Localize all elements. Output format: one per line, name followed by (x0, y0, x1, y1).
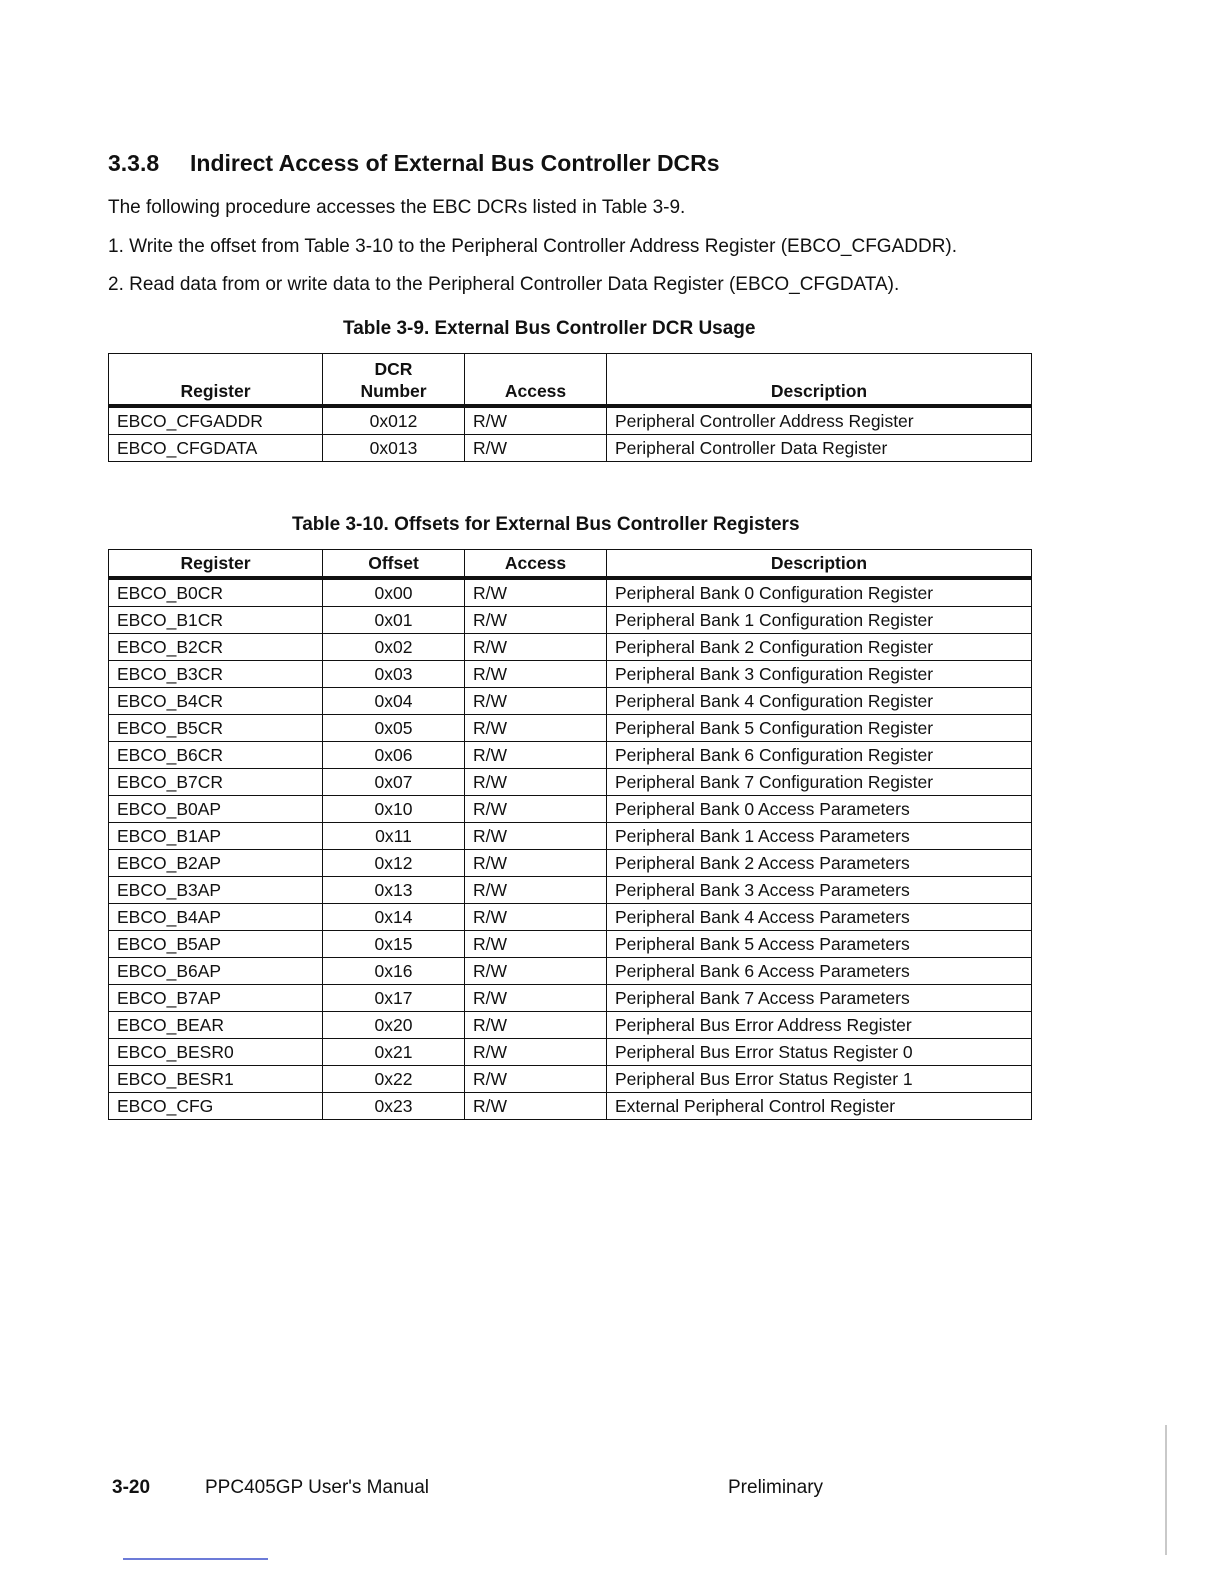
cell-register: EBCO_B0AP (109, 796, 323, 823)
table-row (109, 823, 1032, 850)
column-header-access: Access (465, 354, 607, 407)
cell-description: Peripheral Bank 7 Access Parameters (607, 985, 1032, 1012)
cell-access: R/W (465, 769, 607, 796)
cell-register: EBCO_B6AP (109, 958, 323, 985)
cell-access: R/W (465, 1012, 607, 1039)
cell-register: EBCO_BESR1 (109, 1066, 323, 1093)
cell-description: Peripheral Controller Address Register (607, 406, 1032, 435)
cell-access: R/W (465, 1039, 607, 1066)
cell-register: EBCO_CFG (109, 1093, 323, 1120)
column-header-description: Description (607, 354, 1032, 407)
manual-title: PPC405GP User's Manual (205, 1477, 429, 1498)
cell-offset: 0x21 (323, 1039, 465, 1066)
cell-register: EBCO_B7AP (109, 985, 323, 1012)
cell-description: Peripheral Bank 0 Access Parameters (607, 796, 1032, 823)
cell-description: Peripheral Bus Error Status Register 1 (607, 1066, 1032, 1093)
section-heading (108, 150, 720, 177)
cell-access: R/W (465, 850, 607, 877)
intro-paragraph: The following procedure accesses the EBC DCRs listed in Table 3-9. (108, 197, 686, 218)
cell-access: R/W (465, 661, 607, 688)
cell-register: EBCO_B1CR (109, 607, 323, 634)
bottom-rule (123, 1558, 268, 1560)
cell-offset: 0x11 (323, 823, 465, 850)
table-row (109, 607, 1032, 634)
cell-access: R/W (465, 406, 607, 435)
cell-description: Peripheral Bank 7 Configuration Register (607, 769, 1032, 796)
cell-access: R/W (465, 823, 607, 850)
table-row (109, 435, 1032, 462)
document-status: Preliminary (728, 1477, 824, 1498)
cell-offset: 0x15 (323, 931, 465, 958)
cell-offset: 0x14 (323, 904, 465, 931)
column-header-dcr-number: DCR Number (323, 354, 465, 407)
cell-description: Peripheral Bank 2 Configuration Register (607, 634, 1032, 661)
column-header-description: Description (607, 550, 1032, 579)
cell-register: EBCO_B2AP (109, 850, 323, 877)
table-header-row (109, 550, 1032, 579)
cell-register: EBCO_B4CR (109, 688, 323, 715)
table-3-9-caption: Table 3-9. External Bus Controller DCR Usage (343, 318, 756, 339)
cell-offset: 0x05 (323, 715, 465, 742)
cell-description: Peripheral Bank 6 Access Parameters (607, 958, 1032, 985)
table-row (109, 904, 1032, 931)
cell-description: Peripheral Bank 0 Configuration Register (607, 578, 1032, 607)
cell-description: Peripheral Bank 3 Access Parameters (607, 877, 1032, 904)
table-row (109, 1039, 1032, 1066)
cell-offset: 0x03 (323, 661, 465, 688)
table-header-row (109, 354, 1032, 407)
cell-offset: 0x06 (323, 742, 465, 769)
cell-description: Peripheral Bank 1 Access Parameters (607, 823, 1032, 850)
cell-description: Peripheral Bank 2 Access Parameters (607, 850, 1032, 877)
cell-access: R/W (465, 1066, 607, 1093)
cell-offset: 0x13 (323, 877, 465, 904)
table-row (109, 715, 1032, 742)
cell-description: Peripheral Bank 6 Configuration Register (607, 742, 1032, 769)
section-number: 3.3.8 (108, 150, 160, 176)
cell-offset: 0x16 (323, 958, 465, 985)
cell-description: Peripheral Bank 5 Access Parameters (607, 931, 1032, 958)
cell-register: EBCO_B3CR (109, 661, 323, 688)
cell-register: EBCO_B5AP (109, 931, 323, 958)
cell-register: EBCO_B0CR (109, 578, 323, 607)
cell-access: R/W (465, 435, 607, 462)
cell-description: Peripheral Bus Error Address Register (607, 1012, 1032, 1039)
cell-offset: 0x10 (323, 796, 465, 823)
cell-register: EBCO_BEAR (109, 1012, 323, 1039)
cell-register: EBCO_BESR0 (109, 1039, 323, 1066)
cell-description: Peripheral Controller Data Register (607, 435, 1032, 462)
table-row (109, 406, 1032, 435)
cell-offset: 0x01 (323, 607, 465, 634)
cell-offset: 0x17 (323, 985, 465, 1012)
cell-register: EBCO_B7CR (109, 769, 323, 796)
step-1: 1. Write the offset from Table 3-10 to the Peripheral Controller Address Register (EBCO_CFGADDR). (108, 236, 958, 257)
cell-register: EBCO_B1AP (109, 823, 323, 850)
step-2: 2. Read data from or write data to the Peripheral Controller Data Register (EBCO_CFGDATA). (108, 274, 900, 295)
table-row (109, 796, 1032, 823)
column-header-register: Register (109, 550, 323, 579)
cell-register: EBCO_B4AP (109, 904, 323, 931)
cell-access: R/W (465, 715, 607, 742)
cell-description: Peripheral Bank 4 Configuration Register (607, 688, 1032, 715)
cell-register: EBCO_B6CR (109, 742, 323, 769)
table-row (109, 742, 1032, 769)
cell-access: R/W (465, 904, 607, 931)
cell-access: R/W (465, 796, 607, 823)
section-title: Indirect Access of External Bus Controller DCRs (190, 150, 720, 176)
cell-access: R/W (465, 877, 607, 904)
cell-description: Peripheral Bank 1 Configuration Register (607, 607, 1032, 634)
column-header-offset: Offset (323, 550, 465, 579)
table-row (109, 985, 1032, 1012)
cell-offset: 0x12 (323, 850, 465, 877)
cell-access: R/W (465, 931, 607, 958)
cell-description: Peripheral Bank 5 Configuration Register (607, 715, 1032, 742)
table-row (109, 1066, 1032, 1093)
cell-offset: 0x22 (323, 1066, 465, 1093)
dcr-usage-table (108, 353, 1032, 462)
cell-access: R/W (465, 1093, 607, 1120)
cell-offset: 0x20 (323, 1012, 465, 1039)
cell-description: Peripheral Bank 4 Access Parameters (607, 904, 1032, 931)
cell-register: EBCO_B5CR (109, 715, 323, 742)
table-3-10-caption: Table 3-10. Offsets for External Bus Controller Registers (292, 514, 800, 535)
cell-description: External Peripheral Control Register (607, 1093, 1032, 1120)
cell-description: Peripheral Bus Error Status Register 0 (607, 1039, 1032, 1066)
cell-offset: 0x013 (323, 435, 465, 462)
table-row (109, 769, 1032, 796)
column-header-register: Register (109, 354, 323, 407)
cell-offset: 0x23 (323, 1093, 465, 1120)
cell-offset: 0x012 (323, 406, 465, 435)
table-row (109, 688, 1032, 715)
cell-access: R/W (465, 578, 607, 607)
table-row (109, 958, 1032, 985)
table-row (109, 1093, 1032, 1120)
register-offsets-table (108, 549, 1032, 1120)
table-row (109, 661, 1032, 688)
table-row (109, 850, 1032, 877)
table-row (109, 931, 1032, 958)
table-row (109, 1012, 1032, 1039)
cell-offset: 0x02 (323, 634, 465, 661)
cell-description: Peripheral Bank 3 Configuration Register (607, 661, 1032, 688)
cell-register: EBCO_CFGDATA (109, 435, 323, 462)
cell-access: R/W (465, 688, 607, 715)
cell-register: EBCO_B3AP (109, 877, 323, 904)
cell-register: EBCO_CFGADDR (109, 406, 323, 435)
table-row (109, 877, 1032, 904)
cell-access: R/W (465, 634, 607, 661)
column-header-access: Access (465, 550, 607, 579)
page-number: 3-20 (112, 1477, 151, 1498)
cell-register: EBCO_B2CR (109, 634, 323, 661)
cell-access: R/W (465, 958, 607, 985)
cell-access: R/W (465, 985, 607, 1012)
cell-access: R/W (465, 742, 607, 769)
cell-access: R/W (465, 607, 607, 634)
table-row (109, 578, 1032, 607)
cell-offset: 0x07 (323, 769, 465, 796)
table-row (109, 634, 1032, 661)
cell-offset: 0x00 (323, 578, 465, 607)
scan-edge-line (1165, 1425, 1167, 1555)
cell-offset: 0x04 (323, 688, 465, 715)
